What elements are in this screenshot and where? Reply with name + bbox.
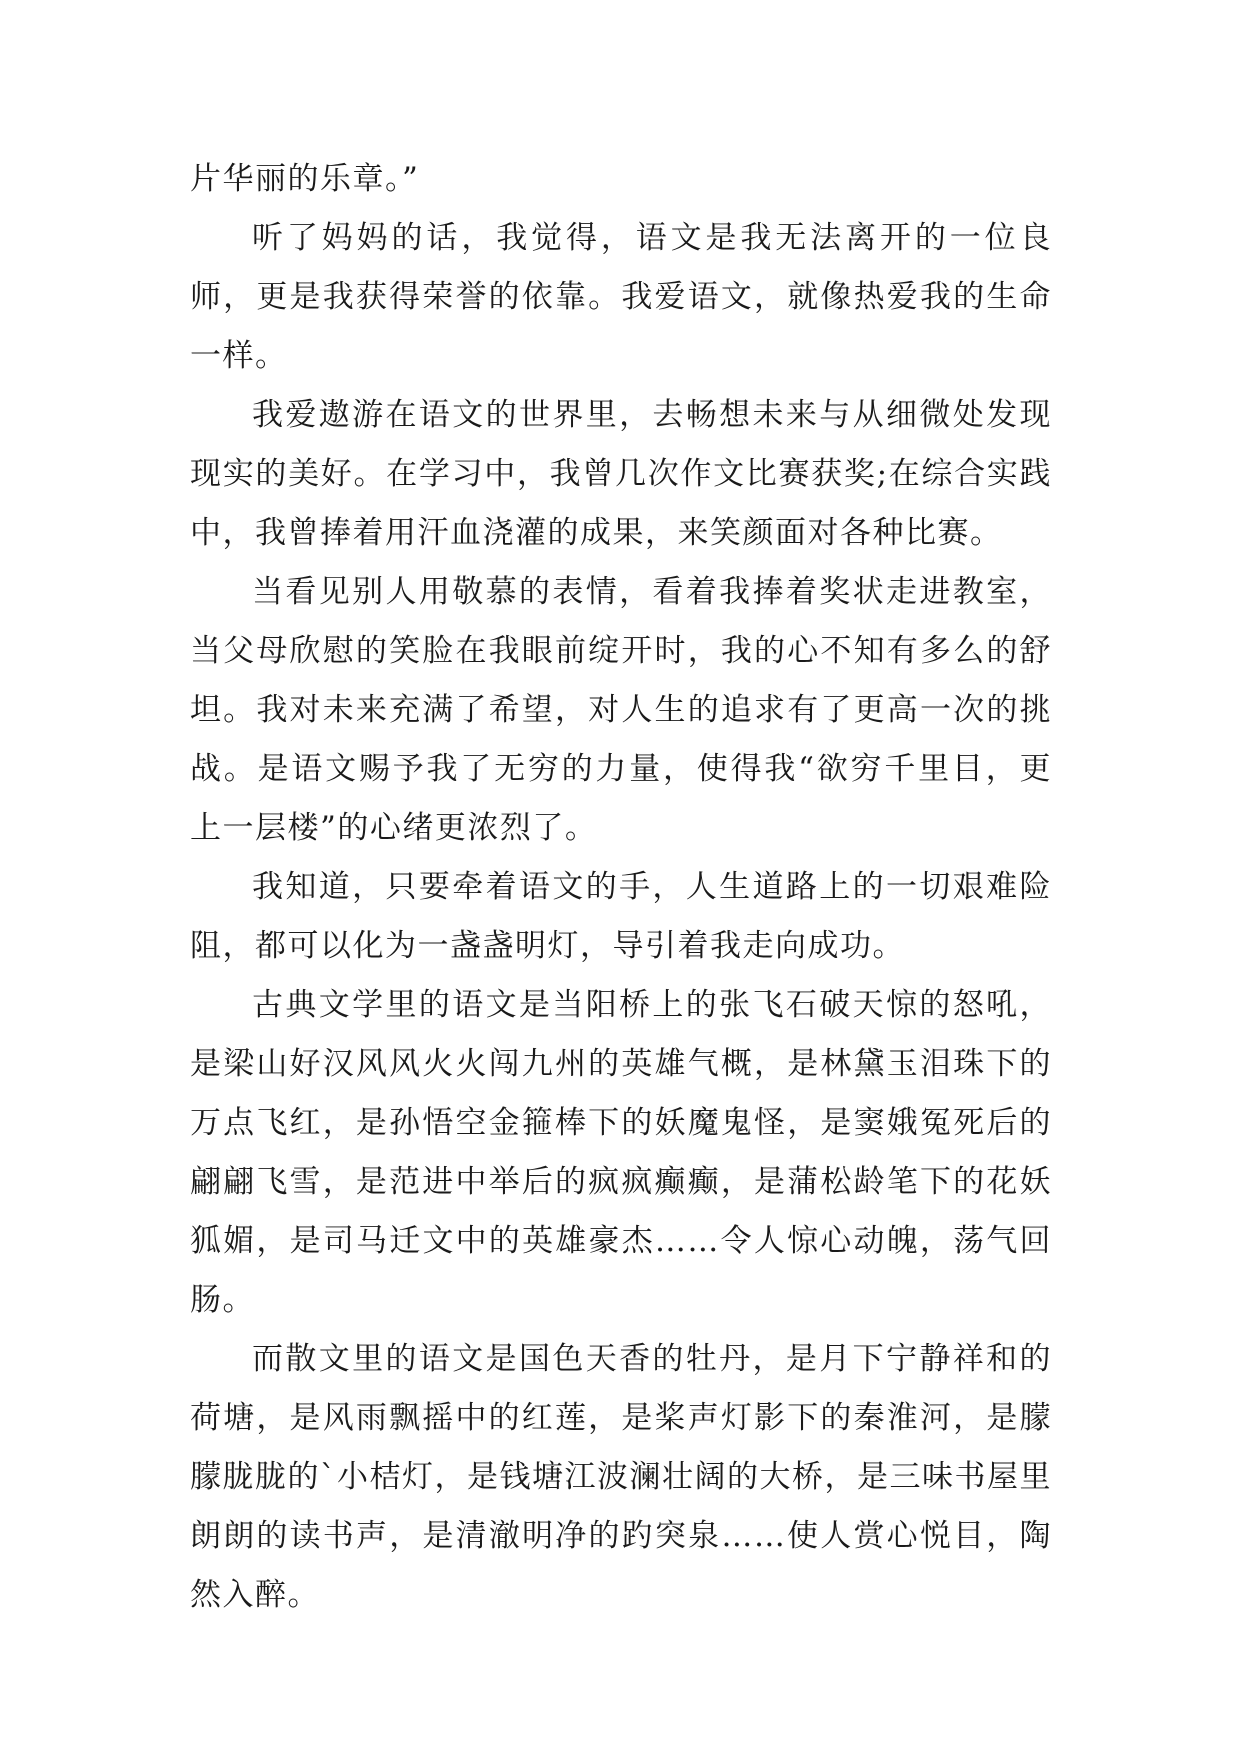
document-body	[190, 150, 1052, 1625]
paragraph: 我爱遨游在语文的世界里，去畅想未来与从细微处发现现实的美好。在学习中，我曾几次作文比赛获奖;在综合实践中，我曾捧着用汗血浇灌的成果，来笑颜面对各种比赛。	[190, 397, 1052, 551]
paragraph: 古典文学里的语文是当阳桥上的张飞石破天惊的怒吼，是梁山好汉风风火火闯九州的英雄气概，是林黛玉泪珠下的万点飞红，是孙悟空金箍棒下的妖魔鬼怪，是窦娥冤死后的翩翩飞雪，是范进中举后的疯疯癫癫，是蒲松龄笔下的花妖狐媚，是司马迁文中的英雄豪杰……令人惊心动魄，荡气回肠。	[190, 987, 1052, 1318]
paragraph: 听了妈妈的话，我觉得，语文是我无法离开的一位良师，更是我获得荣誉的依靠。我爱语文，就像热爱我的生命一样。	[190, 220, 1052, 374]
paragraph-continued: 片华丽的乐章。”	[190, 161, 420, 197]
paragraph: 我知道，只要牵着语文的手，人生道路上的一切艰难险阻，都可以化为一盏盏明灯，导引着我走向成功。	[190, 869, 1052, 964]
paragraph: 而散文里的语文是国色天香的牡丹，是月下宁静祥和的荷塘，是风雨飘摇中的红莲，是桨声灯影下的秦淮河，是朦朦胧胧的`小桔灯，是钱塘江波澜壮阔的大桥，是三味书屋里朗朗的读书声，是清澈明净的趵突泉……使人赏心悦目，陶然入醉。	[190, 1341, 1052, 1613]
paragraph: 当看见别人用敬慕的表情，看着我捧着奖状走进教室，当父母欣慰的笑脸在我眼前绽开时，我的心不知有多么的舒坦。我对未来充满了希望，对人生的追求有了更高一次的挑战。是语文赐予我了无穷的力量，使得我“欲穷千里目，更上一层楼”的心绪更浓烈了。	[190, 574, 1052, 846]
